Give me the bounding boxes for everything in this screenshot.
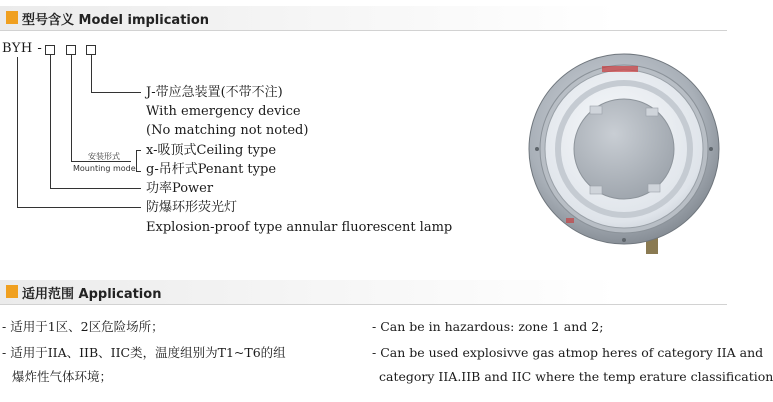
code-box-power — [45, 45, 55, 55]
application-item-cn: - 适用于1区、2区危险场所； — [2, 319, 164, 334]
application-item-cn: 爆炸性气体环境； — [12, 369, 113, 384]
desc-power: 功率Power — [146, 181, 214, 196]
tree-bracket — [136, 150, 141, 151]
tree-line — [91, 92, 141, 93]
desc-emergency-en: With emergency device — [146, 104, 301, 119]
tree-bracket — [136, 150, 137, 172]
lamp-photo — [528, 52, 720, 260]
tree-line — [17, 57, 18, 208]
lamp-label — [602, 66, 638, 72]
application-item-en: - Can be used explosivve gas atmop heres of category IIA and — [372, 345, 764, 360]
model-code: BYH - — [2, 41, 43, 56]
mounting-label-en: Mounting mode — [73, 164, 136, 173]
application-item-en: category IIA.IIB and IIC where the temp erature classification — [379, 369, 773, 384]
desc-lamp-en: Explosion-proof type annular fluorescent lamp — [146, 220, 453, 235]
tree-line — [50, 188, 141, 189]
desc-pendant: g-吊杆式Penant type — [146, 162, 277, 177]
section-title: 型号含义 Model implication — [22, 13, 210, 28]
desc-ceiling: x-吸顶式Ceiling type — [146, 143, 277, 158]
section-marker — [6, 285, 18, 298]
code-box-mounting — [66, 45, 76, 55]
desc-emergency-note: (No matching not noted) — [146, 123, 309, 138]
section-marker — [6, 11, 18, 24]
code-box-emergency — [86, 45, 96, 55]
application-item-cn: - 适用于IIA、IIB、IIC类，温度组别为T1~T6的组 — [2, 345, 286, 360]
section-header-application — [0, 280, 727, 305]
tree-bracket — [136, 171, 141, 172]
tree-line — [71, 55, 72, 162]
application-item-en: - Can be in hazardous: zone 1 and 2; — [372, 319, 604, 334]
tree-line — [50, 55, 51, 189]
mounting-label-cn: 安装形式 — [88, 152, 120, 161]
tree-line — [17, 207, 141, 208]
section-header-model — [0, 6, 727, 31]
desc-emergency-cn: J-带应急装置(不带不注) — [146, 85, 283, 100]
section-title: 适用范围 Application — [22, 287, 162, 302]
tree-line — [91, 55, 92, 93]
desc-lamp-cn: 防爆环形荧光灯 — [146, 200, 238, 215]
